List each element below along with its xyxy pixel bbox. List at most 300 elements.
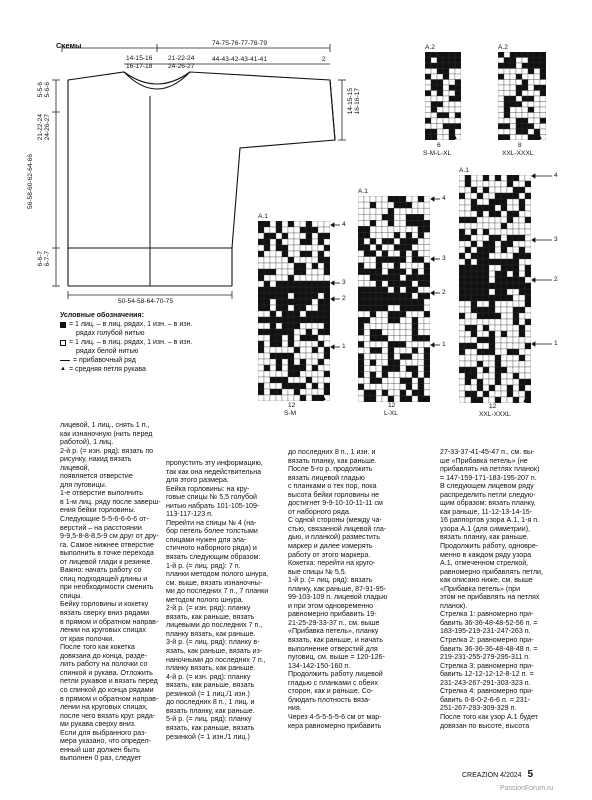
chart-cell: [324, 221, 330, 227]
chart-cell: [388, 366, 394, 372]
chart-a2-large: [498, 44, 550, 164]
chart-cell: [459, 223, 465, 229]
chart-cell: [364, 311, 370, 317]
chart-cell: [306, 221, 312, 227]
chart-cell: [513, 253, 519, 259]
arrow-label-4-lxl: 4: [442, 195, 446, 202]
chart-cell: [324, 275, 330, 281]
chart-cell: [306, 323, 312, 329]
chart-cell: [364, 293, 370, 299]
chart-cell: [300, 221, 306, 227]
chart-cell: [270, 305, 276, 311]
chart-cell: [513, 229, 519, 235]
chart-cell: [394, 360, 400, 366]
chart-cell: [525, 199, 531, 205]
legend-item3: = прибавочный ряд: [73, 357, 136, 364]
chart-cell: [516, 129, 522, 135]
text-line: Стрелка 2: равномерно при-: [440, 636, 534, 645]
chart-cell: [471, 325, 477, 331]
text-line: 2-й р. (= изн. ряд): планку: [166, 604, 251, 613]
chart-cell: [540, 69, 546, 75]
chart-cell: [483, 373, 489, 379]
chart-cell: [418, 251, 424, 257]
chart-cell: [370, 208, 376, 214]
text-line: вые спицы № 5,5.: [288, 567, 347, 576]
chart-cell: [459, 331, 465, 337]
chart-cell: [318, 227, 324, 233]
chart-cell: [294, 221, 300, 227]
chart-cell: [306, 293, 312, 299]
chart-cell: [394, 232, 400, 238]
chart-cell: [358, 214, 364, 220]
chart-cell: [258, 317, 264, 323]
chart-cell: [425, 58, 431, 64]
chart-cell: [519, 187, 525, 193]
chart-a1-xxl-size: XXL-XXXL: [479, 411, 511, 418]
chart-cell: [258, 227, 264, 233]
chart-cell: [528, 102, 534, 108]
chart-cell: [471, 319, 477, 325]
chart-cell: [504, 80, 510, 86]
chart-cell: [459, 253, 465, 259]
chart-cell: [519, 385, 525, 391]
chart-cell: [510, 124, 516, 130]
chart-cell: [282, 257, 288, 263]
chart-cell: [495, 361, 501, 367]
chart-cell: [418, 372, 424, 378]
chart-cell: [507, 367, 513, 373]
chart-cell: [513, 385, 519, 391]
chart-cell: [525, 205, 531, 211]
chart-cell: [483, 223, 489, 229]
chart-cell: [300, 341, 306, 347]
chart-cell: [522, 135, 528, 141]
chart-cell: [465, 187, 471, 193]
text-line: «Прибавка петель» (при: [440, 584, 521, 593]
text-line: спинкой и рукава. Отложить: [60, 668, 153, 677]
chart-cell: [400, 335, 406, 341]
chart-cell: [437, 58, 443, 64]
chart-cell: [522, 118, 528, 124]
chart-cell: [382, 384, 388, 390]
chart-cell: [477, 247, 483, 253]
chart-cell: [443, 52, 449, 58]
chart-cell: [306, 359, 312, 365]
chart-cell: [425, 80, 431, 86]
text-line: Следующие 5-5-6-6-6-6 от-: [60, 515, 149, 524]
chart-cell: [400, 299, 406, 305]
chart-cell: [324, 239, 330, 245]
chart-cell: [394, 299, 400, 305]
chart-cell: [418, 238, 424, 244]
chart-cell: [471, 331, 477, 337]
chart-cell: [528, 129, 534, 135]
chart-cell: [495, 223, 501, 229]
chart-cell: [382, 354, 388, 360]
chart-cell: [306, 317, 312, 323]
chart-cell: [528, 118, 534, 124]
chart-cell: [489, 253, 495, 259]
chart-cell: [507, 343, 513, 349]
chart-cell: [406, 232, 412, 238]
chart-cell: [455, 85, 461, 91]
chart-a2-small-name: A.2: [425, 44, 435, 51]
chart-cell: [501, 271, 507, 277]
text-line: пропустить эту информацию,: [166, 459, 263, 467]
chart-cell: [504, 129, 510, 135]
chart-cell: [264, 233, 270, 239]
chart-cell: [477, 277, 483, 283]
chart-cell: [510, 96, 516, 102]
chart-cell: [477, 325, 483, 331]
text-line: до последних 8 п., 1 изн. и: [288, 448, 376, 456]
text-line: ения бейки горловины.: [60, 506, 136, 515]
chart-cell: [477, 301, 483, 307]
chart-cell: [370, 360, 376, 366]
chart-cell: [513, 223, 519, 229]
chart-cell: [276, 299, 282, 305]
chart-cell: [364, 257, 370, 263]
text-line: 27-33-37-41-45-47 п., см. вы-: [440, 448, 535, 456]
chart-cell: [495, 325, 501, 331]
chart-cell: [519, 379, 525, 385]
chart-cell: [495, 391, 501, 397]
chart-cell: [412, 275, 418, 281]
measure-two: 2: [322, 56, 326, 63]
chart-cell: [406, 293, 412, 299]
chart-cell: [406, 263, 412, 269]
chart-cell: [394, 263, 400, 269]
chart-cell: [406, 354, 412, 360]
chart-cell: [288, 317, 294, 323]
chart-cell: [483, 265, 489, 271]
chart-cell: [477, 373, 483, 379]
chart-cell: [513, 247, 519, 253]
chart-cell: [501, 379, 507, 385]
chart-cell: [270, 323, 276, 329]
text-line: га. Самое нижнее отверстие: [60, 540, 154, 549]
chart-cell: [412, 232, 418, 238]
chart-cell: [312, 359, 318, 365]
chart-cell: [507, 361, 513, 367]
chart-cell: [358, 384, 364, 390]
chart-cell: [412, 396, 418, 402]
chart-cell: [300, 269, 306, 275]
chart-cell: [519, 271, 525, 277]
chart-cell: [312, 275, 318, 281]
chart-cell: [477, 313, 483, 319]
chart-cell: [449, 52, 455, 58]
text-line: Если для выбранного раз-: [60, 728, 147, 737]
chart-cell: [318, 263, 324, 269]
chart-cell: [507, 199, 513, 205]
chart-cell: [507, 337, 513, 343]
chart-cell: [483, 331, 489, 337]
chart-cell: [306, 251, 312, 257]
chart-cell: [376, 311, 382, 317]
chart-cell: [400, 323, 406, 329]
chart-cell: [443, 129, 449, 135]
chart-cell: [300, 317, 306, 323]
chart-cell: [504, 124, 510, 130]
chart-cell: [264, 371, 270, 377]
chart-cell: [431, 69, 437, 75]
text-line: лении на круговых спицах: [60, 626, 146, 635]
text-line: распределить петли следую-: [440, 490, 536, 499]
chart-cell: [437, 85, 443, 91]
text-line: стичного наборного ряда) и: [166, 544, 257, 553]
chart-cell: [264, 293, 270, 299]
chart-cell: [483, 181, 489, 187]
chart-cell: [364, 232, 370, 238]
chart-cell: [528, 124, 534, 130]
chart-cell: [288, 293, 294, 299]
chart-cell: [400, 347, 406, 353]
chart-cell: [364, 354, 370, 360]
chart-cell: [276, 371, 282, 377]
chart-cell: [300, 293, 306, 299]
legend-item2: = 1 лиц. – в лиц. рядах, 1 изн. – в изн.: [69, 339, 193, 346]
chart-cell: [519, 247, 525, 253]
chart-cell: [376, 384, 382, 390]
chart-cell: [370, 196, 376, 202]
chart-cell: [519, 235, 525, 241]
chart-cell: [513, 361, 519, 367]
chart-cell: [449, 74, 455, 80]
chart-cell: [418, 232, 424, 238]
chart-cell: [495, 253, 501, 259]
chart-cell: [510, 52, 516, 58]
chart-cell: [504, 58, 510, 64]
chart-cell: [477, 193, 483, 199]
chart-cell: [300, 395, 306, 401]
chart-cell: [418, 305, 424, 311]
dark-square-icon: [60, 322, 66, 328]
chart-cell: [364, 323, 370, 329]
chart-cell: [519, 253, 525, 259]
chart-cell: [294, 371, 300, 377]
chart-cell: [406, 360, 412, 366]
chart-cell: [501, 373, 507, 379]
chart-cell: [534, 96, 540, 102]
chart-cell: [270, 287, 276, 293]
chart-cell: [504, 113, 510, 119]
chart-cell: [388, 244, 394, 250]
chart-cell: [507, 235, 513, 241]
chart-cell: [489, 313, 495, 319]
chart-cell: [513, 217, 519, 223]
chart-cell: [443, 69, 449, 75]
chart-cell: [288, 377, 294, 383]
chart-cell: [498, 129, 504, 135]
chart-cell: [388, 281, 394, 287]
chart-cell: [483, 355, 489, 361]
chart-cell: [288, 275, 294, 281]
chart-cell: [477, 223, 483, 229]
chart-cell: [483, 361, 489, 367]
chart-cell: [264, 251, 270, 257]
chart-cell: [312, 365, 318, 371]
chart-cell: [477, 385, 483, 391]
chart-cell: [459, 319, 465, 325]
text-line: лении на круговых спицах,: [60, 703, 148, 712]
chart-cell: [437, 135, 443, 141]
chart-cell: [437, 74, 443, 80]
chart-cell: [318, 305, 324, 311]
chart-cell: [424, 214, 430, 220]
chart-cell: [370, 396, 376, 402]
text-line: менно в каждом ряду узора: [440, 550, 532, 559]
chart-cell: [276, 395, 282, 401]
chart-a2-large-name: A.2: [498, 44, 508, 51]
chart-cell: [394, 196, 400, 202]
chart-cell: [264, 227, 270, 233]
chart-cell: [258, 293, 264, 299]
chart-cell: [318, 359, 324, 365]
chart-cell: [498, 91, 504, 97]
chart-cell: [459, 289, 465, 295]
chart-cell: [437, 102, 443, 108]
chart-cell: [489, 187, 495, 193]
chart-cell: [507, 277, 513, 283]
chart-cell: [431, 96, 437, 102]
chart-cell: [312, 377, 318, 383]
chart-cell: [370, 378, 376, 384]
chart-cell: [465, 217, 471, 223]
chart-cell: [418, 196, 424, 202]
legend-title: Условные обозначения:: [60, 312, 144, 319]
chart-cell: [418, 354, 424, 360]
chart-cell: [489, 307, 495, 313]
chart-cell: [270, 275, 276, 281]
chart-cell: [276, 293, 282, 299]
legend-item1b: рядах голубой нитью: [76, 330, 145, 337]
chart-cell: [412, 293, 418, 299]
triangle-icon: ▲: [522, 398, 528, 403]
chart-cell: [264, 239, 270, 245]
chart-cell: [471, 367, 477, 373]
chart-cell: [534, 124, 540, 130]
chart-cell: [513, 367, 519, 373]
chart-cell: [465, 349, 471, 355]
chart-cell: [459, 385, 465, 391]
chart-cell: [489, 379, 495, 385]
chart-cell: [294, 335, 300, 341]
chart-cell: [424, 347, 430, 353]
chart-cell: [465, 247, 471, 253]
chart-cell: [522, 91, 528, 97]
chart-cell: [276, 233, 282, 239]
chart-cell: [318, 281, 324, 287]
chart-cell: [288, 305, 294, 311]
chart-cell: [495, 379, 501, 385]
chart-cell: [282, 389, 288, 395]
chart-cell: [465, 205, 471, 211]
chart-cell: [276, 311, 282, 317]
chart-cell: [443, 124, 449, 130]
chart-cell: [424, 208, 430, 214]
chart-cell: [418, 202, 424, 208]
chart-cell: [376, 378, 382, 384]
chart-cell: [364, 196, 370, 202]
chart-cell: [513, 373, 519, 379]
chart-cell: [489, 265, 495, 271]
text-line: лить работу на полочки со: [60, 660, 148, 669]
chart-cell: [264, 359, 270, 365]
chart-cell: [300, 377, 306, 383]
chart-cell: [324, 335, 330, 341]
chart-cell: [258, 305, 264, 311]
chart-cell: [312, 257, 318, 263]
text-line: ния.: [288, 704, 302, 713]
chart-cell: [364, 287, 370, 293]
arrow-label-3-xxl: 3: [554, 236, 558, 243]
chart-cell: [394, 293, 400, 299]
chart-cell: [394, 305, 400, 311]
chart-cell: [394, 238, 400, 244]
text-line: язать, как раньше, вязать из-: [166, 647, 263, 656]
chart-cell: [370, 251, 376, 257]
chart-cell: [489, 223, 495, 229]
chart-cell: [318, 353, 324, 359]
chart-cell: [471, 229, 477, 235]
chart-cell: [424, 323, 430, 329]
chart-cell: [282, 293, 288, 299]
chart-cell: [306, 239, 312, 245]
chart-cell: [312, 305, 318, 311]
chart-cell: [465, 313, 471, 319]
chart-cell: [370, 299, 376, 305]
chart-cell: [370, 238, 376, 244]
chart-cell: [459, 349, 465, 355]
text-line: ше «Прибавка петель» (не: [440, 456, 528, 465]
chart-cell: [270, 395, 276, 401]
chart-cell: [294, 227, 300, 233]
text-column-4: [440, 448, 558, 730]
chart-cell: [534, 107, 540, 113]
chart-cell: [318, 221, 324, 227]
chart-cell: [276, 365, 282, 371]
chart-cell: [495, 355, 501, 361]
chart-cell: [376, 372, 382, 378]
chart-cell: [513, 211, 519, 217]
chart-cell: [425, 85, 431, 91]
text-line: Продолжить работу лицевой: [288, 670, 383, 679]
chart-cell: [525, 373, 531, 379]
chart-cell: [376, 293, 382, 299]
chart-cell: [400, 257, 406, 263]
chart-cell: [270, 347, 276, 353]
chart-cell: [424, 390, 430, 396]
chart-cell: [282, 335, 288, 341]
triangle-icon: ▲: [452, 135, 458, 140]
text-line: 251-267-293-309-329 п.: [440, 704, 517, 713]
chart-a1-xxl-name: A.1: [459, 167, 469, 174]
chart-cell: [294, 347, 300, 353]
chart-cell: [270, 317, 276, 323]
chart-cell: [358, 238, 364, 244]
chart-cell: [294, 233, 300, 239]
chart-cell: [394, 220, 400, 226]
text-line: В следующем лицевом ряду: [440, 482, 534, 491]
text-line: 231-243-267-291-303-323 п.: [440, 678, 531, 687]
chart-cell: [525, 235, 531, 241]
text-line: так как она недействительна: [166, 467, 262, 476]
chart-cell: [501, 331, 507, 337]
chart-cell: [376, 341, 382, 347]
chart-cell: [406, 238, 412, 244]
chart-cell: [525, 223, 531, 229]
